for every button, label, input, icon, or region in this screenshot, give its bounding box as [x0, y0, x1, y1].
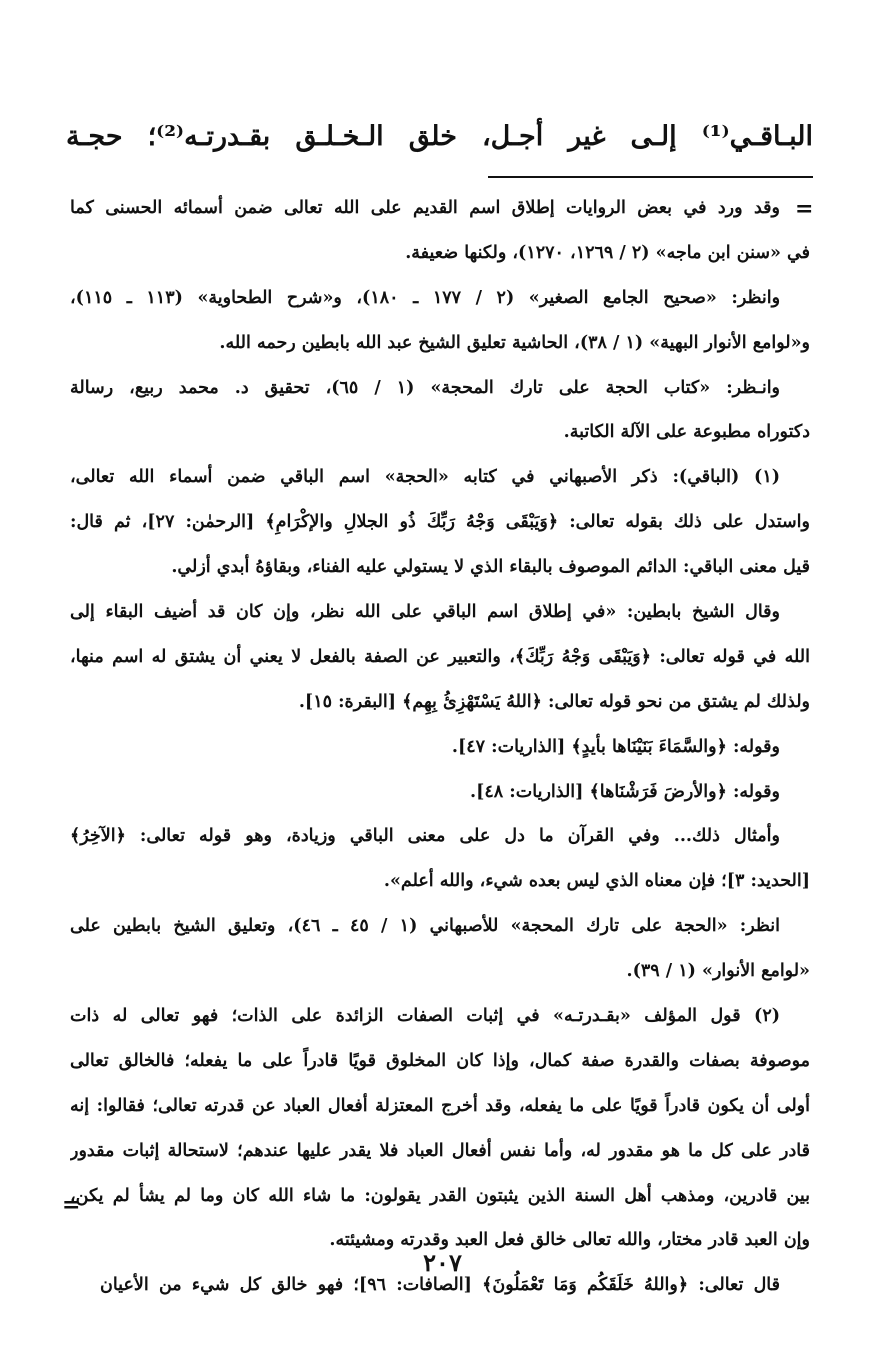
footnote-line: موصوفة بصفات والقدرة صفة كمال، وإذا كان المخلوق قويًا قادراً على ما يفعله؛ فالخالق تعالى [70, 1050, 810, 1071]
footnote-line: وانـظر: «كتاب الحجة على تارك المحجة» (١ / ٦٥)، تحقيق د. محمد ربيع، رسالة [70, 377, 781, 398]
footnote-line: ولذلك لم يشتق من نحو قوله تعالى: ﴿اللهُ يَسْتَهْزِئُ بِهِم﴾ [البقرة: ١٥]. [298, 691, 810, 712]
footnote-line: «لوامع الأنوار» (١ / ٣٩). [626, 961, 810, 982]
footnote-line: دكتوراه مطبوعة على الآلة الكاتبة. [563, 422, 810, 443]
footnote-line: في «سنن ابن ماجه» (٢ / ١٢٦٩، ١٢٧٠)، ولكنها ضعيفة. [405, 242, 810, 263]
footnote-line: [الحديد: ٣]؛ فإن معناه الذي ليس بعده شيء، والله أعلم». [383, 871, 810, 892]
footnote-line: وانظر: «صحيح الجامع الصغير» (٢ / ١٧٧ ـ ١٨٠)، و«شرح الطحاوية» (١١٣ ـ ١١٥)، [70, 287, 781, 308]
footnote-line: وأمثال ذلك... وفي القرآن ما دل على معنى الباقي وزيادة، وهو قوله تعالى: ﴿الآخِرُ﴾ [70, 826, 780, 847]
footnote-line: بين قادرين، ومذهب أهل السنة الذين يثبتون القدر يقولون: ما شاء الله كان وما لم يشأ لم يكن، [70, 1185, 810, 1206]
page-number: ٢٠٧ [423, 1248, 462, 1277]
footnote-line: واستدل على ذلك بقوله تعالى: ﴿وَيَبْقَى وَجْهُ رَبِّكَ ذُو الجلالِ والإكْرَامِ﴾ [الرحمٰن: ٢٧]، ثم قال: [70, 512, 810, 533]
footnote-line: قال تعالى: ﴿واللهُ خَلَقَكُم وَمَا تَعْمَلُونَ﴾ [الصافات: ٩٦]؛ فهو خالق كل شيء من الأعيان [100, 1275, 780, 1296]
main-text-line: البـاقـي⁽¹⁾ إلـى غير أجـل، خلق الـخـلـق بقـدرتـه⁽²⁾؛ حجـة [66, 121, 813, 152]
footnote-line: (١) (الباقي): ذكر الأصبهاني في كتابه «الحجة» اسم الباقي ضمن أسماء الله تعالى، [70, 467, 780, 488]
footnote-line: وقوله: ﴿والسَّمَاءَ بَنَيْنَاها بأيدٍ﴾ [الذاريات: ٤٧]. [451, 736, 780, 757]
footnote-line: أولى أن يكون قادراً قويًا على ما يفعله، وقد أخرج المعتزلة أفعال العباد عن قدرته تعالى؛ فقالوا: إنه [70, 1095, 810, 1116]
continuation-mark-top: = [795, 196, 814, 222]
footnote-line: و«لوامع الأنوار البهية» (١ / ٣٨)، الحاشية تعليق الشيخ عبد الله بابطين رحمه الله. [219, 332, 810, 353]
footnotes-block [70, 186, 810, 1308]
footnote-line: (٢) قول المؤلف «بقـدرتـه» في إثبات الصفات الزائدة على الذات؛ فهو تعالى له ذات [70, 1006, 780, 1027]
footnote-line: وإن العبد قادر مختار، والله تعالى خالق فعل العبد وقدرته ومشيئته. [329, 1230, 810, 1251]
footnote-line: وقال الشيخ بابطين: «في إطلاق اسم الباقي على الله نظر، وإن كان قد أضيف البقاء إلى [70, 602, 780, 623]
footnote-divider [488, 176, 813, 178]
continuation-mark-bottom: = [62, 1192, 81, 1218]
footnote-line: وقوله: ﴿والأرضَ فَرَشْنَاها﴾ [الذاريات: ٤٨]. [470, 781, 780, 802]
footnote-line: قيل معنى الباقي: الدائم الموصوف بالبقاء الذي لا يستولي عليه الفناء، وبقاؤهُ أبدي أزلي. [171, 557, 810, 578]
footnote-line: وقد ورد في بعض الروايات إطلاق اسم القديم على الله تعالى ضمن أسمائه الحسنى كما [70, 198, 780, 218]
footnote-line: انظر: «الحجة على تارك المحجة» للأصبهاني (١ / ٤٥ ـ ٤٦)، وتعليق الشيخ بابطين على [70, 916, 781, 937]
footnote-line: الله في قوله تعالى: ﴿وَيَبْقَى وَجْهُ رَبِّكَ﴾، والتعبير عن الصفة بالفعل لا يعني أن يشتق له اسم منها، [70, 646, 810, 667]
footnote-line: قادر على كل ما هو مقدور له، وأما نفس أفعال العباد فلا يقدر عليها عندهم؛ لاستحالة إثبات مقدور [70, 1140, 810, 1161]
